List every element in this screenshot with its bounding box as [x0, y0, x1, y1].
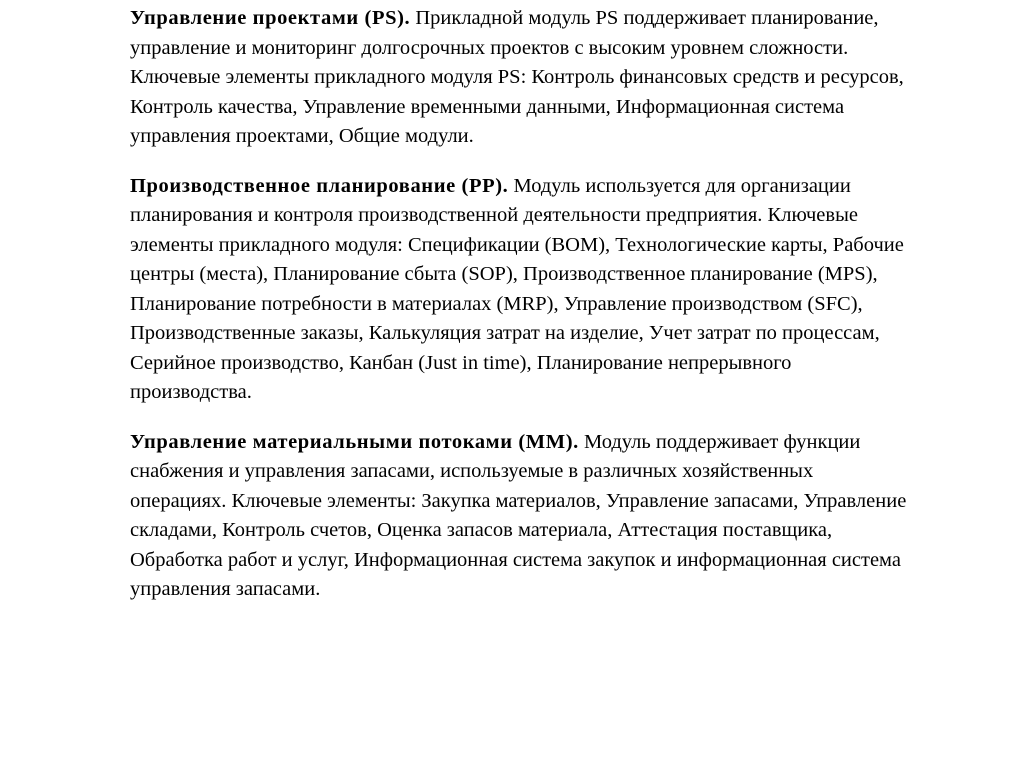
section-body: Модуль поддерживает функции снабжения и управления запасами, используемые в различных хозяйственных операциях. Ключевые элементы: Закупка материалов, Управление запасами, Управление складами, Контроль счетов, Оценка запасов материала, Аттестация поставщика, Обработка работ и услуг, Информационная система закупок и информационная система управления запасами.: [130, 430, 907, 600]
section-project-management: [130, 0, 910, 152]
section-body: Модуль используется для организации планирования и контроля производственной деятельности предприятия. Ключевые элементы прикладного модуля: Спецификации (BOM), Технологические карты, Рабочие центры (места), Планирование сбыта (SOP), Производственное планирование (MPS), Планирование потребности в материалах (MRP), Управление производством (SFC), Производственные заказы, Калькуляция затрат на изделие, Учет затрат по процессам, Серийное производство, Канбан (Just in time), Планирование непрерывного производства.: [130, 174, 904, 403]
document-page: [130, 0, 910, 605]
section-title: Управление материальными потоками (MM).: [130, 430, 579, 453]
section-title: Управление проектами (PS).: [130, 7, 411, 29]
section-production-planning: [130, 172, 910, 408]
section-body: Прикладной модуль PS поддерживает планирование, управление и мониторинг долгосрочных проектов с высоким уровнем сложности. Ключевые элементы прикладного модуля PS: Контроль финансовых средств и ресурсов, Контроль качества, Управление временными данными, Информационная система управления проектами, Общие модули.: [130, 7, 904, 147]
section-materials-management: [130, 428, 910, 605]
section-title: Производственное планирование (PP).: [130, 174, 509, 197]
